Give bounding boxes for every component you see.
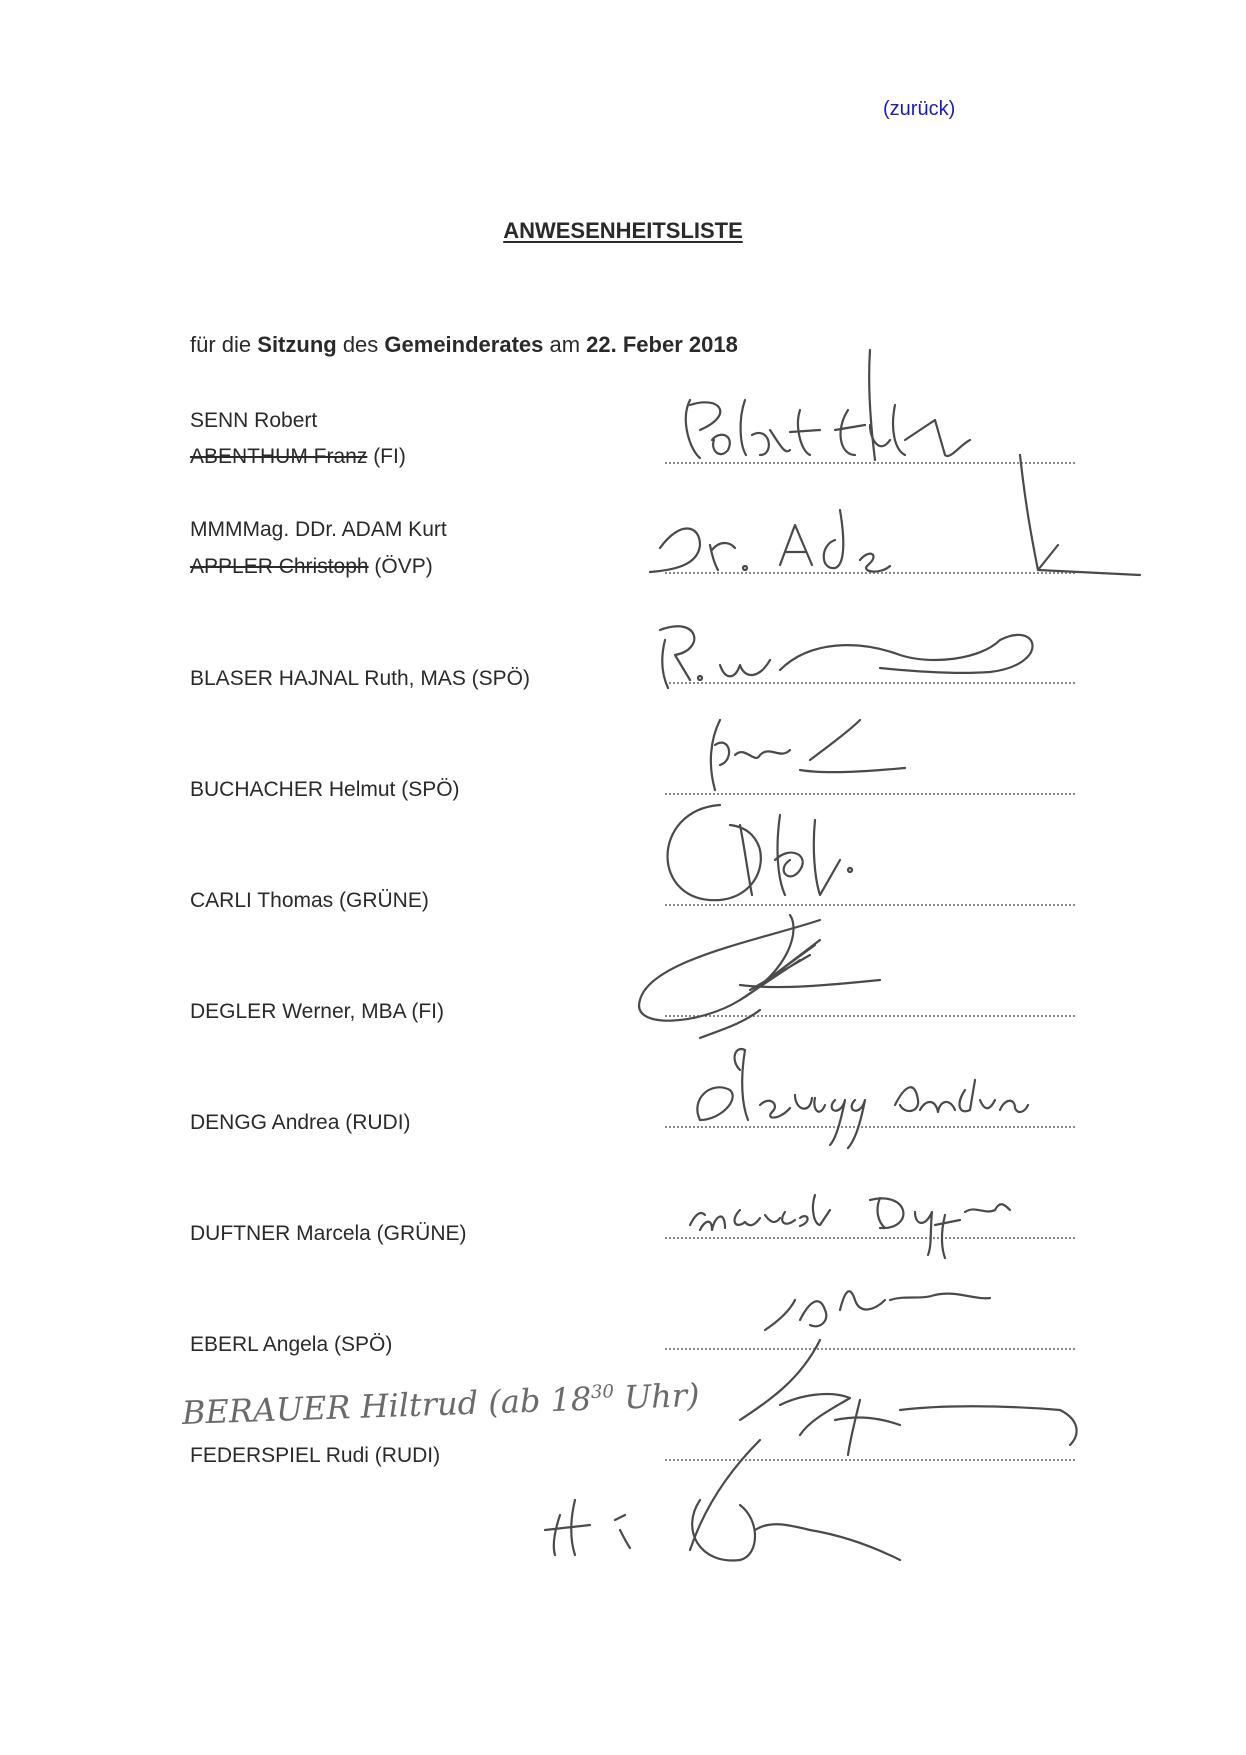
member-name: ABENTHUM Franz (FI): [190, 445, 406, 468]
signature-carli: [668, 805, 853, 900]
signature-degler: [639, 915, 880, 1038]
member-name: APPLER Christoph (ÖVP): [190, 555, 433, 578]
signature-senn: [686, 350, 970, 460]
member-name: BLASER HAJNAL Ruth, MAS (SPÖ): [190, 667, 530, 690]
member-name: SENN Robert: [190, 409, 318, 432]
member-name: DEGLER Werner, MBA (FI): [190, 1000, 444, 1023]
signature-adam: [650, 455, 1140, 575]
member-name: EBERL Angela (SPÖ): [190, 1333, 393, 1356]
struck-name: APPLER Christoph: [190, 555, 369, 578]
member-name: DENGG Andrea (RUDI): [190, 1111, 411, 1134]
document-title: ANWESENHEITSLISTE: [503, 218, 743, 243]
struck-name: ABENTHUM Franz: [190, 445, 368, 468]
signature-dengg: [697, 1049, 1028, 1148]
session-intro: für die Sitzung des Gemeinderates am 22. Feber 2018: [190, 332, 738, 357]
member-name: MMMMag. DDr. ADAM Kurt: [190, 518, 447, 541]
signature-duftner: [690, 1195, 1010, 1258]
signature-blaser: [660, 626, 1033, 688]
member-name: FEDERSPIEL Rudi (RUDI): [190, 1444, 441, 1467]
signature-berauer: [545, 1394, 1077, 1560]
session-date: 22. Feber 2018: [586, 332, 738, 357]
member-name: CARLI Thomas (GRÜNE): [190, 889, 429, 912]
member-name: BUCHACHER Helmut (SPÖ): [190, 778, 460, 801]
signature-eberl: [740, 1291, 990, 1420]
member-name: DUFTNER Marcela (GRÜNE): [190, 1222, 467, 1245]
handwritten-note: BERAUER Hiltrud (ab $18^{30}$ Uhr): [181, 1375, 701, 1432]
signature-buchacher: [711, 720, 905, 790]
back-link[interactable]: (zurück): [883, 98, 956, 120]
